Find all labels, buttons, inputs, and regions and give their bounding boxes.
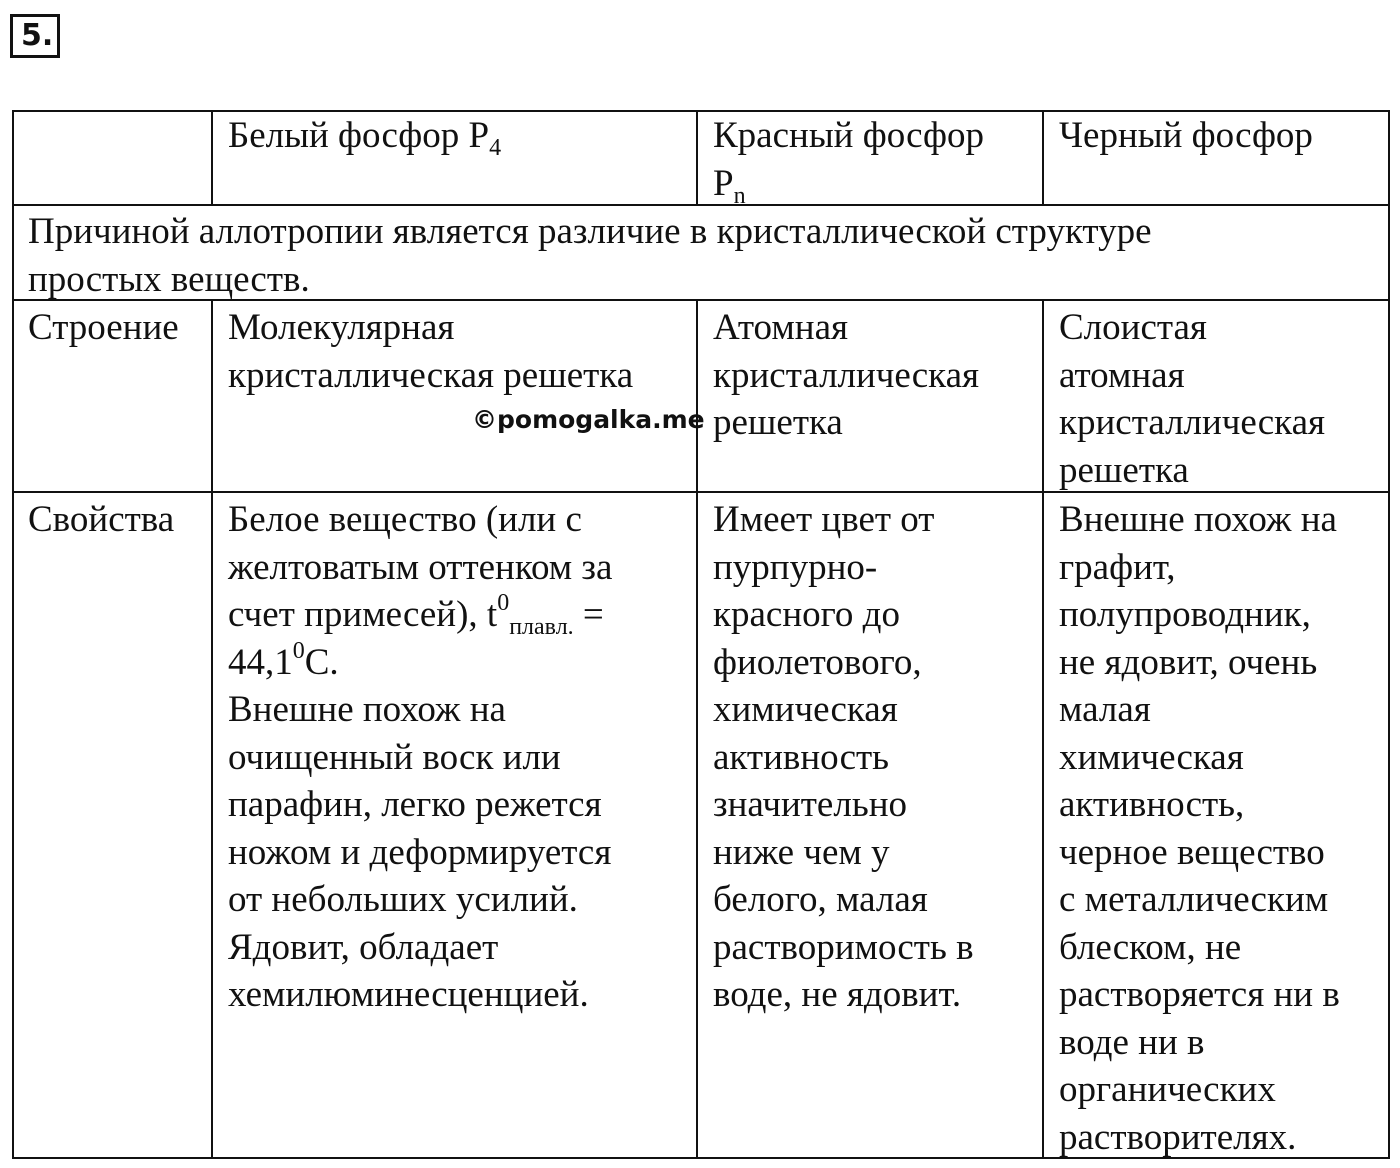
structure-white: Молекулярная кристаллическая решетка xyxy=(228,307,634,396)
column-rule-1 xyxy=(211,299,213,1159)
header-red-subscript: n xyxy=(733,182,746,209)
header-black-text: Черный фосфор xyxy=(1059,115,1313,156)
table-rule-1 xyxy=(12,204,1390,206)
properties-white-eq: = 44,1 xyxy=(228,594,604,683)
header-red-text: Красный фосфор P xyxy=(713,115,984,204)
properties-white-text-1: Белое вещество (или с желтоватым оттенком за счет примесей), t xyxy=(228,499,613,635)
header-red-phosphorus xyxy=(713,112,1039,207)
column-rule-2 xyxy=(696,110,698,206)
properties-white-sup: 0 xyxy=(497,590,510,616)
properties-white-sup-2: 0 xyxy=(292,637,305,664)
properties-white-text-2: Внешне похож на очищенный воск или парафин, легко режется ножом и деформируется от небольших усилий. Ядовит, обладает хемилюминесценцией. xyxy=(228,689,612,1015)
table-border-right xyxy=(1388,110,1390,1159)
column-rule-3 xyxy=(1042,110,1044,206)
watermark: ©pomogalka.me xyxy=(472,405,705,434)
structure-label: Строение xyxy=(28,307,179,348)
header-white-subscript: 4 xyxy=(489,135,502,161)
properties-white-end: C. xyxy=(304,641,339,683)
structure-black: Слоистая атомная кристаллическая решетка xyxy=(1059,307,1326,491)
header-black-phosphorus xyxy=(1059,112,1385,160)
column-rule-3 xyxy=(1042,299,1044,1159)
properties-black: Внешне похож на графит, полупроводник, не ядовит, очень малая химическая активность, черное вещество с металлическим блеском, не растворяется ни в воде ни в органических растворителях. xyxy=(1059,499,1340,1158)
properties-white xyxy=(228,496,693,1019)
properties-label: Свойства xyxy=(28,499,175,540)
table-border-left xyxy=(12,110,14,1159)
header-white-text: Белый фосфор P xyxy=(228,115,490,156)
column-rule-1 xyxy=(211,110,213,206)
properties-red: Имеет цвет от пурпурно- красного до фиолетового, химическая активность значительно ниже чем у белого, малая растворимость в воде, не ядовит. xyxy=(713,499,974,1015)
properties-white-sub: плавл. xyxy=(509,614,574,640)
structure-red: Атомная кристаллическая решетка xyxy=(713,307,980,443)
allotropy-cause-note: Причиной аллотропии является различие в кристаллической структуре простых веществ. xyxy=(28,211,1152,300)
header-white-phosphorus xyxy=(228,112,693,160)
task-number: 5. xyxy=(10,14,60,58)
